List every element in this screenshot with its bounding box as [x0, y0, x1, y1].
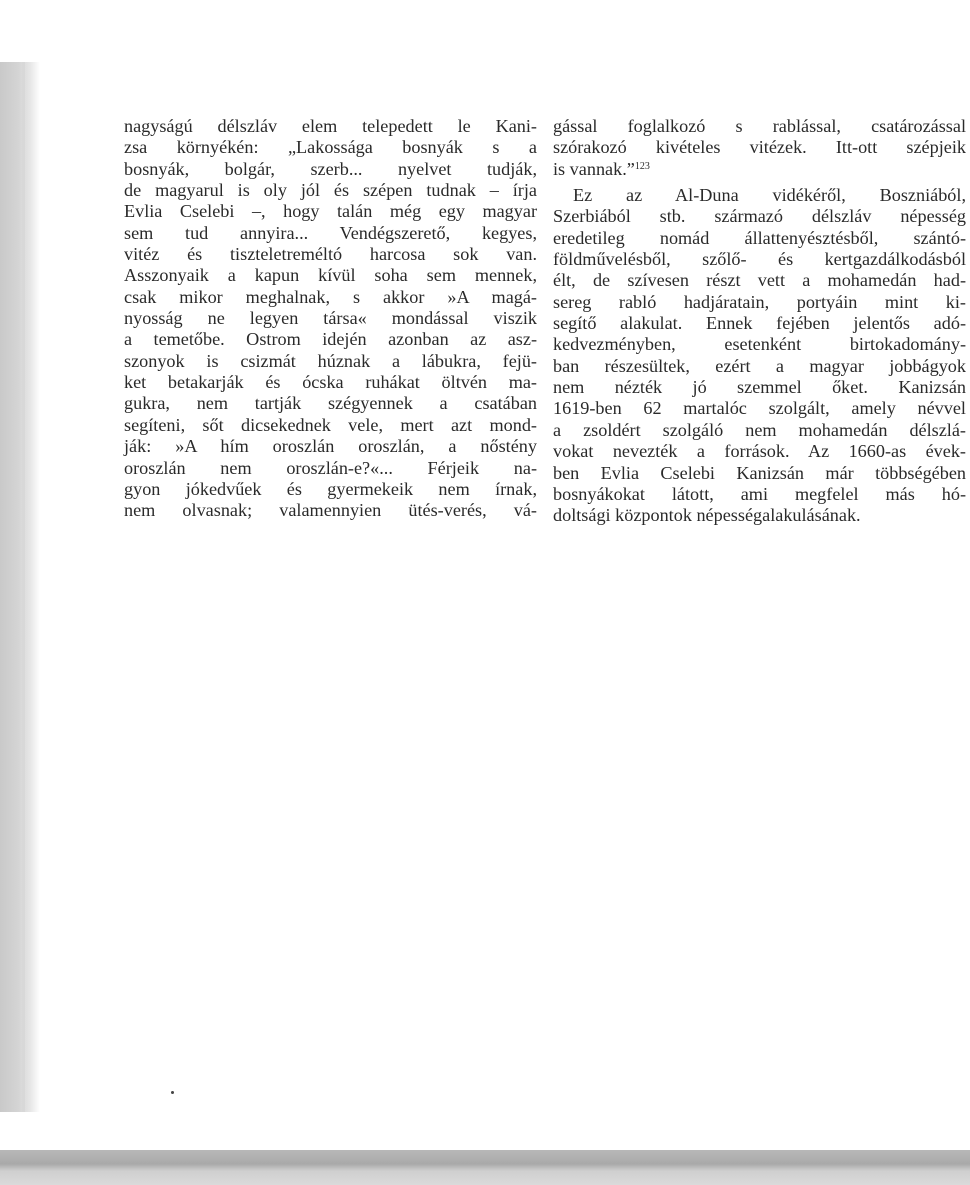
text-line: nyosság ne legyen társa« mondással viszik: [124, 308, 537, 329]
right-text-column: [553, 116, 966, 527]
text-line: a temetőbe. Ostrom idején azonban az asz-: [124, 329, 537, 350]
text-line: gással foglalkozó s rablással, csatározással: [553, 116, 966, 136]
text-line: nem nézték jó szemmel őket. Kanizsán: [553, 377, 966, 398]
text-line: szórakozó kivételes vitézek. Itt-ott szépjeik: [553, 137, 966, 158]
text-line: zsa környékén: „Lakossága bosnyák s a: [124, 137, 537, 158]
text-line: gyon jókedvűek és gyermekeik nem írnak,: [124, 478, 537, 499]
scan-speck: [171, 1091, 174, 1094]
text-line: kedvezményben, esetenként birtokadomány-: [553, 334, 966, 355]
text-line: szonyok is csizmát húznak a lábukra, fejü-: [124, 350, 537, 371]
text-line: segíteni, sőt dicsekednek vele, mert azt mond-: [124, 414, 537, 435]
scan-binding-shadow: [0, 62, 40, 1112]
text-line: sereg rabló hadjáratain, portyáin mint ki-: [553, 291, 966, 312]
paragraph-population: [553, 185, 966, 527]
text-line: ben Evlia Cselebi Kanizsán már többségében: [553, 462, 966, 483]
text-line: bosnyák, bolgár, szerb... nyelvet tudják,: [124, 158, 537, 179]
text-line: [553, 159, 966, 180]
text-line: doltsági központok népességalakulásának.: [553, 505, 861, 526]
text-line: segítő alakulat. Ennek fejében jelentős adó-: [553, 313, 966, 334]
text-line: ban részesültek, ezért a magyar jobbágyok: [553, 355, 966, 376]
text-line: 1619-ben 62 martalóc szolgált, amely névvel: [553, 398, 966, 419]
text-line: vitéz és tiszteletreméltó harcosa sok van.: [124, 244, 537, 265]
text-line: Asszonyaik a kapun kívül soha sem mennek,: [124, 265, 537, 286]
text-line: oroszlán nem oroszlán-e?«... Férjeik na-: [124, 457, 537, 478]
text-line: élt, de szívesen részt vett a mohamedán had-: [553, 270, 966, 291]
text-line: földművelésből, szőlő- és kertgazdálkodásból: [553, 249, 966, 270]
text-line: csak mikor meghalnak, s akkor »A magá-: [124, 286, 537, 307]
text-line: Evlia Cselebi –, hogy talán még egy magyar: [124, 201, 537, 222]
text-line: nagyságú délszláv elem telepedett le Kani-: [124, 116, 537, 136]
text-line-content: is vannak.”: [553, 158, 635, 179]
text-line: Szerbiából stb. származó délszláv népesség: [553, 206, 966, 227]
text-line: nem olvasnak; valamennyien ütés-verés, vá-: [124, 500, 537, 521]
left-text-column: [124, 116, 537, 522]
text-line: de magyarul is oly jól és szépen tudnak – írja: [124, 180, 537, 201]
text-line: Ez az Al-Duna vidékéről, Boszniából,: [573, 185, 966, 206]
footnote-reference[interactable]: 123: [634, 160, 650, 172]
text-line: gukra, nem tartják szégyennek a csatában: [124, 393, 537, 414]
text-line: bosnyákokat látott, ami megfelel más hó-: [553, 483, 966, 504]
text-line: vokat nevezték a források. Az 1660-as évek-: [553, 441, 966, 462]
scan-bottom-edge: [0, 1150, 970, 1185]
text-line: sem tud annyira... Vendégszerető, kegyes,: [124, 222, 537, 243]
text-line: ket betakarják és ócska ruhákat öltvén ma-: [124, 372, 537, 393]
paragraph-quote-end: [553, 116, 966, 180]
text-line: ják: »A hím oroszlán oroszlán, a nőstény: [124, 436, 537, 457]
text-line: a zsoldért szolgáló nem mohamedán délszlá-: [553, 419, 966, 440]
text-line: eredetileg nomád állattenyésztésből, szántó-: [553, 227, 966, 248]
